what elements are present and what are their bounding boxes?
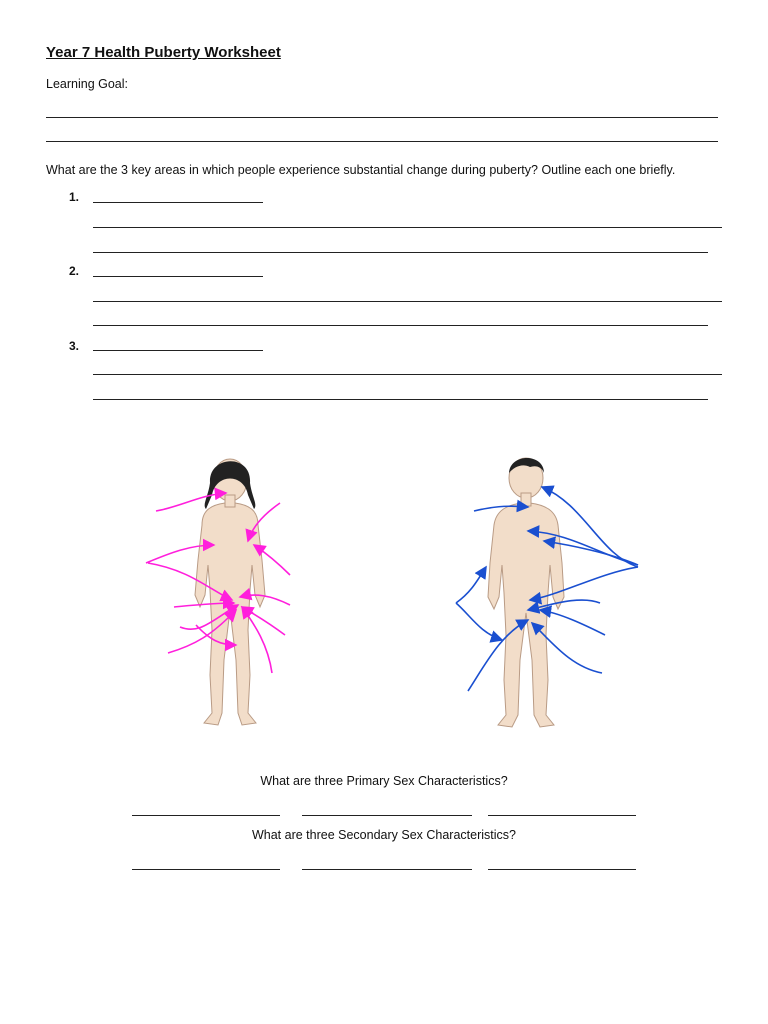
female-body-diagram [140,445,300,745]
male-arrow-arm-left [456,567,486,603]
item-1-heading-line[interactable] [93,202,263,203]
primary-characteristics-question: What are three Primary Sex Characteristics? [260,774,508,788]
primary-answer-2[interactable] [302,815,472,816]
item-1-line-1[interactable] [93,227,722,228]
male-arrow-thigh-right [540,610,605,635]
learning-goal-line-1[interactable] [46,117,718,118]
male-body-diagram [450,445,640,745]
item-3-heading-line[interactable] [93,350,263,351]
item-number-3: 3. [69,339,80,353]
secondary-answer-3[interactable] [488,869,636,870]
secondary-characteristics-question: What are three Secondary Sex Characteristics? [251,828,516,842]
learning-goal-label: Learning Goal: [46,77,129,91]
secondary-answer-2[interactable] [302,869,472,870]
item-2-line-1[interactable] [93,301,722,302]
item-3-line-2[interactable] [93,399,708,400]
key-areas-question: What are the 3 key areas in which people experience substantial change during puberty? Outline each one briefly. [46,163,676,177]
item-2-line-2[interactable] [93,325,708,326]
male-body [488,458,564,727]
item-number-2: 2. [69,264,80,278]
secondary-answer-1[interactable] [132,869,280,870]
male-arrow-thigh-left [456,603,502,640]
female-body [195,459,265,725]
primary-answer-3[interactable] [488,815,636,816]
item-1-line-2[interactable] [93,252,708,253]
primary-answer-1[interactable] [132,815,280,816]
worksheet-title: Year 7 Health Puberty Worksheet [46,44,281,61]
item-3-line-1[interactable] [93,374,722,375]
item-number-1: 1. [69,190,80,204]
item-2-heading-line[interactable] [93,276,263,277]
learning-goal-line-2[interactable] [46,141,718,142]
